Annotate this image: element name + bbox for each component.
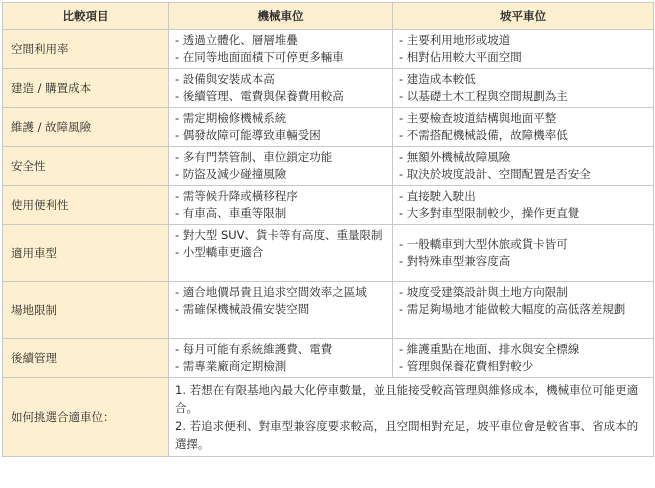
cell-line: - 後續管理、電費與保養費用較高	[175, 89, 344, 103]
mechanical-cell	[169, 30, 393, 69]
cell-line: - 防盜及減少碰撞風險	[175, 167, 287, 181]
cell-line: - 需確保機械設備安裝空間	[175, 302, 310, 316]
mechanical-cell	[169, 225, 393, 282]
flat-cell	[393, 30, 654, 69]
row-label: 場地限制	[3, 282, 169, 339]
header-row	[3, 3, 654, 30]
cell-line: - 相對佔用較大平面空間	[399, 50, 522, 64]
cell-line: - 大多對車型限制較少，操作更直覺	[399, 206, 580, 220]
cell-line: - 透過立體化、層層堆疊	[175, 33, 298, 47]
cell-line: - 需等候升降或橫移程序	[175, 189, 298, 203]
cell-line: - 有車高、車重等限制	[175, 206, 287, 220]
table-row	[3, 147, 654, 186]
mechanical-cell	[169, 108, 393, 147]
cell-line: - 需足夠場地才能做較大幅度的高低落差規劃	[399, 302, 626, 316]
row-label: 建造 / 購置成本	[3, 69, 169, 108]
table-row	[3, 69, 654, 108]
cell-line: - 需定期檢修機械系統	[175, 111, 287, 125]
cell-line: - 維護重點在地面、排水與安全標線	[399, 342, 580, 356]
cell-line: - 設備與安裝成本高	[175, 72, 275, 86]
choose-advice-cell	[169, 378, 654, 457]
table-row	[3, 282, 654, 339]
cell-line: - 直接駛入駛出	[399, 189, 476, 203]
cell-line: - 建造成本較低	[399, 72, 476, 86]
cell-line: - 適合地價昂貴且追求空間效率之區域	[175, 285, 367, 299]
row-label: 適用車型	[3, 225, 169, 282]
table-row	[3, 186, 654, 225]
cell-line: - 無額外機械故障風險	[399, 150, 511, 164]
flat-cell	[393, 108, 654, 147]
cell-line: - 取決於坡度設計、空間配置是否安全	[399, 167, 591, 181]
row-label: 使用便利性	[3, 186, 169, 225]
table-row	[3, 225, 654, 282]
mechanical-cell	[169, 147, 393, 186]
choose-row	[3, 378, 654, 457]
flat-cell	[393, 69, 654, 108]
header-flat: 坡平車位	[393, 3, 654, 30]
cell-line: - 每月可能有系統維護費、電費	[175, 342, 333, 356]
cell-line: - 在同等地面面積下可停更多輛車	[175, 50, 344, 64]
row-label: 空間利用率	[3, 30, 169, 69]
row-label: 後續管理	[3, 339, 169, 378]
flat-cell	[393, 339, 654, 378]
cell-line: - 管理與保養花費相對較少	[399, 359, 534, 373]
row-label: 安全性	[3, 147, 169, 186]
header-item: 比較項目	[3, 3, 169, 30]
cell-line: - 一般轎車到大型休旅或貨卡皆可	[399, 237, 568, 251]
cell-line: - 需專業廠商定期檢測	[175, 359, 287, 373]
cell-line: - 對大型 SUV、貨卡等有高度、重量限制	[175, 228, 383, 242]
table-row	[3, 108, 654, 147]
advice-point: 1. 若想在有限基地內最大化停車數量，並且能接受較高管理與維修成本，機械車位可能更適合。	[175, 383, 639, 415]
mechanical-cell	[169, 339, 393, 378]
cell-line: - 偶發故障可能導致車輛受困	[175, 128, 321, 142]
header-mechanical: 機械車位	[169, 3, 393, 30]
flat-cell	[393, 147, 654, 186]
comparison-table	[2, 2, 654, 457]
choose-label: 如何挑選合適車位：	[3, 378, 169, 457]
cell-line: - 對特殊車型兼容度高	[399, 254, 511, 268]
mechanical-cell	[169, 186, 393, 225]
cell-line: - 坡度受建築設計與土地方向限制	[399, 285, 568, 299]
comparison-table-wrapper	[2, 2, 654, 457]
flat-cell	[393, 225, 654, 282]
cell-line: - 以基礎土木工程與空間規劃為主	[399, 89, 568, 103]
flat-cell	[393, 282, 654, 339]
row-label: 維護 / 故障風險	[3, 108, 169, 147]
flat-cell	[393, 186, 654, 225]
mechanical-cell	[169, 282, 393, 339]
mechanical-cell	[169, 69, 393, 108]
table-row	[3, 339, 654, 378]
advice-point: 2. 若追求便利、對車型兼容度要求較高，且空間相對充足，坡平車位會是較省事、省成本的選擇。	[175, 419, 639, 451]
cell-line: - 小型轎車更適合	[175, 245, 264, 259]
cell-line: - 主要檢查坡道結構與地面平整	[399, 111, 557, 125]
cell-line: - 主要利用地形或坡道	[399, 33, 511, 47]
table-row	[3, 30, 654, 69]
cell-line: - 不需搭配機械設備，故障機率低	[399, 128, 568, 142]
cell-line: - 多有門禁管制、車位鎖定功能	[175, 150, 333, 164]
